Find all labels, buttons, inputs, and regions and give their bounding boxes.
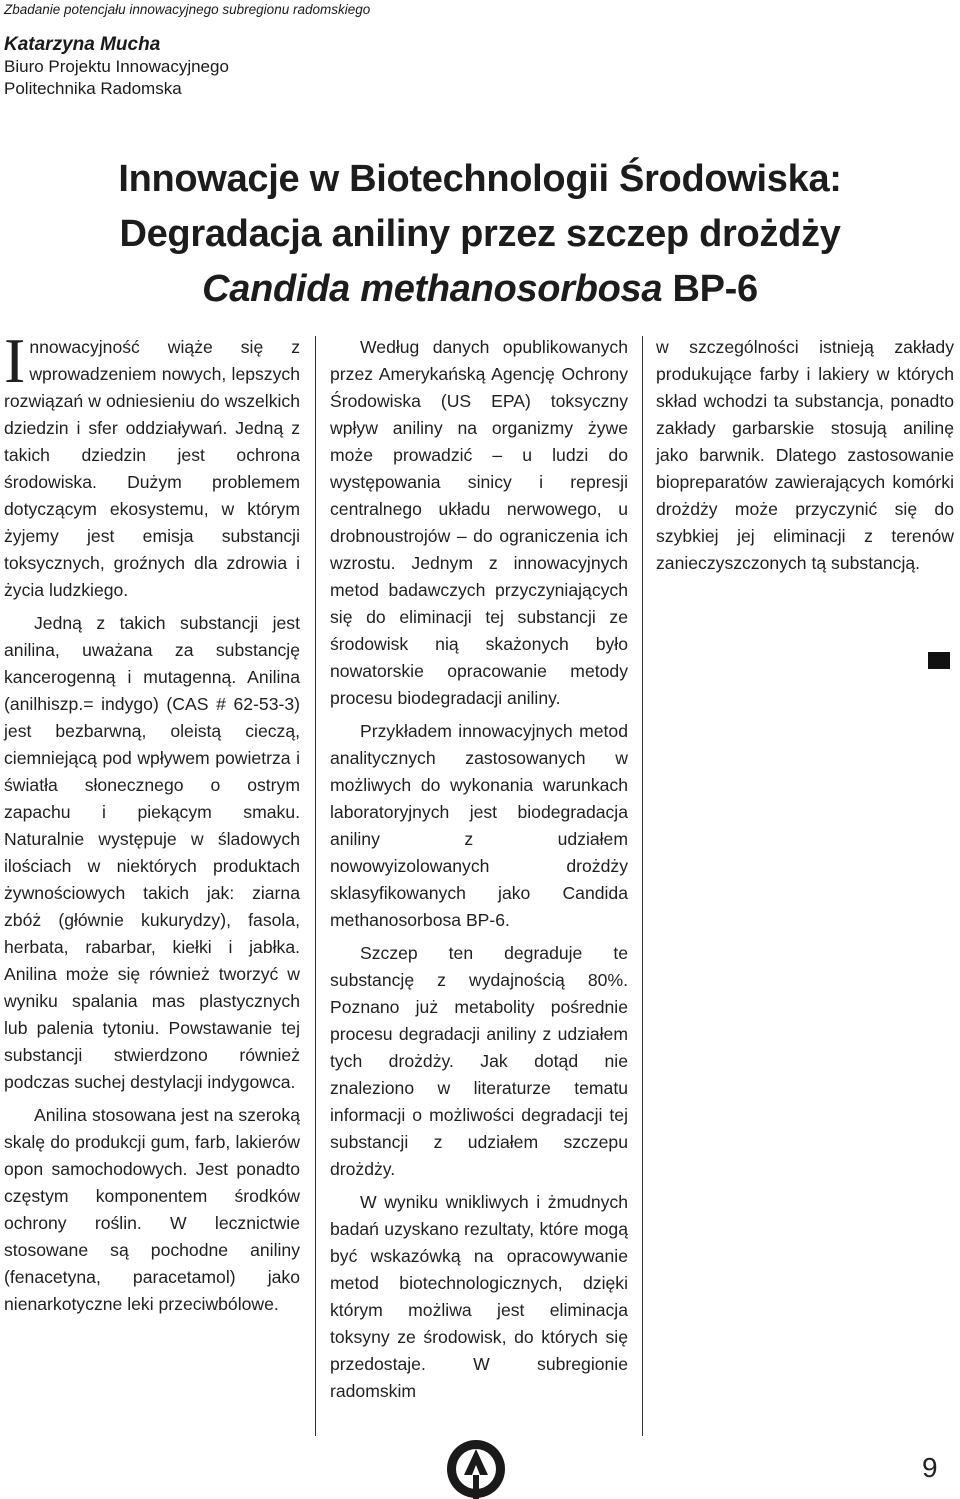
author-block xyxy=(4,34,229,100)
page-number: 9 xyxy=(922,1452,938,1483)
title-line-1: Innowacje w Biotechnologii Środowiska: xyxy=(118,158,842,200)
paragraph: Jedną z takich substancji jest anilina, uważana za substancję kancerogenną i mutagenną. Anilina (anilhiszp.= indygo) (CAS # 62-53-3) jest bezbarwną, oleistą cieczą, ciemniejącą pod wpływem powietrza i światła słonecznego o ostrym zapachu i piekącym smaku. Naturalnie występuje w śladowych ilościach w niektórych produktach żywnościowych takich jak: ziarna zbóż (głównie kukurydzy), fasola, herbata, rabarbar, kiełki i jabłka. Anilina może się również tworzyć w wyniku spalania mas plastycznych lub palenia tytoniu. Powstawanie tej substancji stwierdzono również podczas suchej destylacji indygowca. xyxy=(4,613,300,1092)
paragraph: Przykładem innowacyjnych metod analitycznych zastosowanych w możliwych do wykonania warunkach laboratoryjnych jest biodegradacja aniliny z udziałem nowowyizolowanych drożdży sklasyfikowanych jako Candida methanosorbosa BP-6. xyxy=(330,721,628,930)
paragraph xyxy=(4,325,300,604)
paragraph: w szczególności istnieją zakłady produkujące farby i lakiery w których skład wchodzi ta substancja, ponadto zakłady garbarskie stosują anilinę jako barwnik. Dlatego zastosowanie biopreparatów zawierających komórki drożdży może przyczynić się do szybkiej jej eliminacji z terenów zanieczyszczonych tą substancją. xyxy=(656,337,954,573)
drop-cap: I xyxy=(4,325,26,396)
paragraph: Szczep ten degraduje te substancję z wydajnością 80%. Poznano już metabolity pośrednie procesu degradacji aniliny z udziałem tych drożdży. Jak dotąd nie znaleziono w literaturze tematu informacji o możliwości degradacji tej substancji z udziałem szczepu drożdży. xyxy=(330,943,628,1179)
series-header: Zbadanie potencjału innowacyjnego subregionu radomskiego xyxy=(4,2,371,17)
column-divider xyxy=(642,336,643,1436)
title-line-3 xyxy=(0,262,960,317)
column-divider xyxy=(315,336,316,1436)
paragraph: Anilina stosowana jest na szeroką skalę do produkcji gum, farb, lakierów opon samochodowych. Jest ponadto częstym komponentem środków ochrony roślin. W lecznictwie stosowane są pochodne aniliny (fenacetyna, paracetamol) jako nienarkotyczne leki przeciwbólowe. xyxy=(4,1105,300,1314)
column-3 xyxy=(656,334,954,583)
paragraph: Według danych opublikowanych przez Amerykańską Agencję Ochrony Środowiska (US EPA) toksyczny wpływ aniliny na organizmy żywe może prowadzić – u ludzi do występowania sinicy i represji centralnego układu nerwowego, u drobnoustrojów – do ograniczenia ich wzrostu. Jednym z innowacyjnych metod badawczych przyczyniających się do eliminacji tej substancji ze środowisk nią skażonych było nowatorskie opracowanie metody procesu biodegradacji aniliny. xyxy=(330,337,628,708)
title-strain: BP-6 xyxy=(662,268,758,310)
paragraph-text: nnowacyjność wiąże się z wprowadzeniem nowych, lepszych rozwiązań w odniesieniu do wszelkich dziedzin i sfer oddziaływań. Jedną z takich dziedzin jest ochrona środowiska. Dużym problemem dotyczącym ekosystemu, w którym żyjemy jest emisja substancji toksycznych, groźnych dla zdrowia i życia ludzkiego. xyxy=(4,337,300,600)
paragraph: W wyniku wnikliwych i żmudnych badań uzyskano rezultaty, które mogą być wskazówką na opracowywanie metod biotechnologicznych, dzięki którym możliwa jest eliminacja toksyny ze środowisk, do których się przedostaje. W subregionie radomskim xyxy=(330,1192,628,1401)
column-2 xyxy=(330,334,628,1411)
author-institution: Politechnika Radomska xyxy=(4,79,182,98)
column-1 xyxy=(4,325,300,1324)
publisher-logo-icon xyxy=(444,1435,508,1499)
title-line-2: Degradacja aniliny przez szczep drożdży xyxy=(119,213,841,255)
author-unit: Biuro Projektu Innowacyjnego xyxy=(4,57,229,76)
author-name: Katarzyna Mucha xyxy=(4,34,161,55)
article-title xyxy=(0,152,960,317)
end-of-article-mark xyxy=(928,652,950,669)
title-species: Candida methanosorbosa xyxy=(202,268,663,310)
